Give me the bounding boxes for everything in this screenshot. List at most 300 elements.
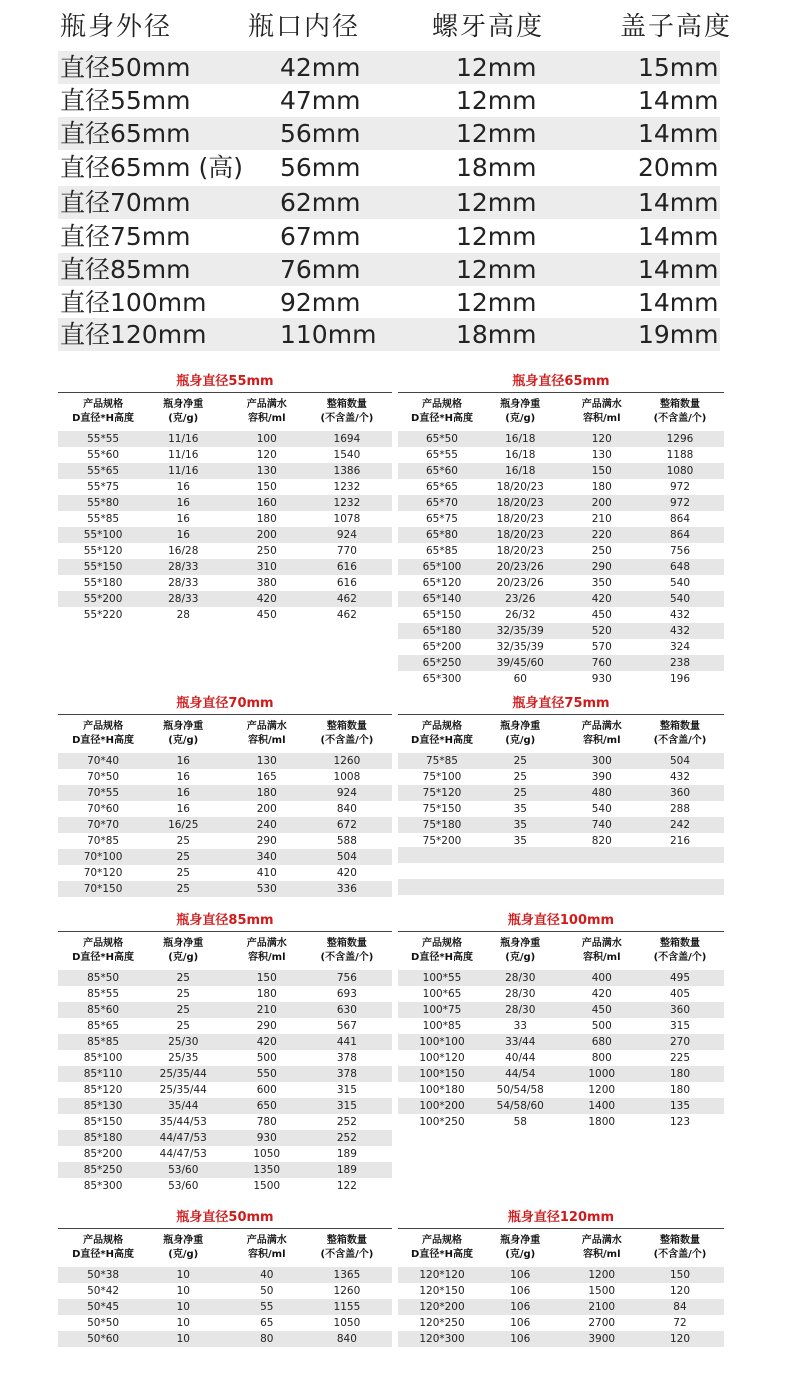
spec-cell: 28/30	[505, 972, 536, 984]
spec-cell: 75*200	[422, 835, 462, 847]
spec-row	[398, 527, 724, 543]
spec-cell: 1500	[588, 1285, 616, 1297]
spec-cell: 106	[510, 1301, 531, 1313]
spec-table-divider	[58, 1228, 392, 1229]
spec-row	[58, 817, 392, 833]
spec-cell: 648	[669, 561, 690, 573]
spec-row	[398, 1066, 724, 1082]
spec-row	[58, 1178, 392, 1194]
summary-cell: 12mm	[456, 288, 537, 317]
spec-cell: 120	[669, 1333, 690, 1345]
spec-cell: 25	[513, 787, 527, 799]
spec-cell: 11/16	[168, 433, 199, 445]
spec-row	[398, 753, 724, 769]
spec-row	[398, 639, 724, 655]
spec-cell: 1000	[588, 1068, 616, 1080]
spec-header-cell	[562, 398, 642, 426]
spec-row	[58, 1130, 392, 1146]
spec-row	[398, 1098, 724, 1114]
spec-cell: 520	[591, 625, 612, 637]
spec-table-title: 瓶身直径65mm	[512, 374, 610, 389]
spec-cell: 1232	[333, 481, 361, 493]
spec-cell: 25/35	[168, 1052, 199, 1064]
spec-cell: 123	[669, 1116, 690, 1128]
spec-header-line: (不含盖/个)	[320, 1249, 374, 1260]
spec-row	[58, 1018, 392, 1034]
spec-cell: 75*180	[422, 819, 462, 831]
spec-cell: 10	[176, 1285, 190, 1297]
spec-cell: 180	[256, 787, 277, 799]
spec-row	[398, 769, 724, 785]
spec-table-title: 瓶身直径70mm	[176, 696, 274, 711]
spec-row	[398, 671, 724, 687]
spec-row	[398, 817, 724, 833]
spec-cell: 70*100	[83, 851, 123, 863]
spec-cell: 65*100	[422, 561, 462, 573]
spec-row	[398, 511, 724, 527]
spec-header-line: 瓶身净重	[500, 399, 541, 410]
spec-row	[398, 1082, 724, 1098]
spec-cell: 864	[669, 513, 690, 525]
spec-header-cell	[562, 937, 642, 965]
spec-cell: 1386	[333, 465, 361, 477]
spec-cell: 75*85	[426, 755, 458, 767]
spec-cell: 65*180	[422, 625, 462, 637]
spec-header-line: (不含盖/个)	[653, 413, 707, 424]
spec-header-line: (克/g)	[168, 952, 199, 963]
spec-cell: 33/44	[505, 1036, 536, 1048]
summary-cell: 14mm	[638, 119, 719, 148]
spec-cell: 33	[513, 1020, 527, 1032]
spec-row	[398, 607, 724, 623]
spec-cell: 530	[256, 883, 277, 895]
spec-cell: 450	[256, 609, 277, 621]
summary-row	[58, 151, 720, 184]
spec-table-title: 瓶身直径100mm	[507, 913, 615, 928]
spec-cell: 756	[669, 545, 690, 557]
spec-cell: 1365	[333, 1269, 361, 1281]
spec-cell: 250	[591, 545, 612, 557]
spec-table-header	[58, 1234, 392, 1264]
spec-header-cell	[480, 937, 560, 965]
spec-header-line: (不含盖/个)	[653, 1249, 707, 1260]
spec-cell: 25/30	[168, 1036, 199, 1048]
summary-cell: 直径65mm	[60, 119, 191, 148]
spec-cell: 85*60	[87, 1004, 120, 1016]
spec-cell: 270	[669, 1036, 690, 1048]
spec-header-cell	[480, 720, 560, 748]
summary-cell: 67mm	[280, 222, 361, 251]
spec-cell: 16	[176, 513, 190, 525]
spec-cell: 420	[591, 593, 612, 605]
spec-row	[58, 833, 392, 849]
spec-header-line: 整箱数量	[326, 1235, 367, 1246]
spec-cell: 65*300	[422, 673, 462, 685]
spec-cell: 420	[591, 988, 612, 1000]
spec-cell: 25	[513, 755, 527, 767]
summary-cell: 12mm	[456, 53, 537, 82]
spec-table-divider	[398, 714, 724, 715]
spec-row	[398, 1034, 724, 1050]
spec-cell: 1080	[666, 465, 694, 477]
summary-cell: 42mm	[280, 53, 361, 82]
spec-cell: 600	[256, 1084, 277, 1096]
spec-header-cell	[307, 937, 387, 965]
spec-header-line: 整箱数量	[659, 938, 700, 949]
spec-cell: 1200	[588, 1269, 616, 1281]
spec-header-cell	[480, 398, 560, 426]
spec-cell: 75*150	[422, 803, 462, 815]
spec-cell: 100*150	[419, 1068, 465, 1080]
spec-cell: 588	[336, 835, 357, 847]
spec-header-cell	[307, 1234, 387, 1262]
spec-cell: 864	[669, 529, 690, 541]
spec-cell: 55*200	[83, 593, 123, 605]
spec-cell: 106	[510, 1269, 531, 1281]
summary-cell: 56mm	[280, 153, 361, 182]
summary-cell: 14mm	[638, 188, 719, 217]
spec-row	[398, 463, 724, 479]
spec-cell: 16/28	[168, 545, 199, 557]
spec-cell: 10	[176, 1333, 190, 1345]
spec-cell: 200	[256, 529, 277, 541]
spec-cell: 16	[176, 497, 190, 509]
spec-cell: 480	[591, 787, 612, 799]
spec-cell: 55*65	[87, 465, 120, 477]
spec-cell: 252	[336, 1132, 357, 1144]
spec-table-divider	[398, 1228, 724, 1229]
spec-table-title: 瓶身直径120mm	[507, 1210, 615, 1225]
spec-row	[58, 1034, 392, 1050]
spec-cell: 53/60	[168, 1180, 199, 1192]
summary-header-1: 瓶口内径	[248, 12, 361, 42]
spec-cell: 55*85	[87, 513, 120, 525]
spec-row	[58, 970, 392, 986]
summary-cell: 92mm	[280, 288, 361, 317]
spec-cell: 680	[591, 1036, 612, 1048]
spec-header-line: 产品规格	[422, 1235, 462, 1246]
spec-cell: 180	[256, 988, 277, 1000]
spec-table-header	[398, 720, 724, 750]
spec-cell: 85*200	[83, 1148, 123, 1160]
spec-row	[58, 1299, 392, 1315]
spec-row	[398, 559, 724, 575]
spec-cell: 50*42	[87, 1285, 120, 1297]
spec-row	[398, 1315, 724, 1331]
spec-cell: 770	[336, 545, 357, 557]
spec-cell: 40/44	[505, 1052, 536, 1064]
spec-cell: 150	[256, 481, 277, 493]
spec-cell: 200	[591, 497, 612, 509]
spec-cell: 1078	[333, 513, 361, 525]
spec-cell: 760	[591, 657, 612, 669]
summary-row	[58, 286, 720, 319]
spec-cell: 44/47/53	[159, 1132, 207, 1144]
spec-cell: 122	[336, 1180, 357, 1192]
spec-header-line: 产品满水	[246, 938, 287, 949]
spec-cell: 85*180	[83, 1132, 123, 1144]
spec-cell: 288	[669, 803, 690, 815]
spec-header-cell	[63, 398, 143, 426]
spec-cell: 70*60	[87, 803, 120, 815]
spec-row	[58, 801, 392, 817]
spec-cell: 1800	[588, 1116, 616, 1128]
spec-cell: 25/35/44	[159, 1084, 207, 1096]
spec-cell: 16/25	[168, 819, 199, 831]
spec-cell: 35	[513, 819, 527, 831]
spec-header-line: 产品满水	[581, 1235, 622, 1246]
spec-cell: 25	[176, 835, 190, 847]
spec-cell: 135	[669, 1100, 690, 1112]
summary-cell: 直径100mm	[60, 288, 207, 317]
spec-cell: 20/23/26	[496, 561, 544, 573]
spec-row	[398, 1002, 724, 1018]
spec-header-line: 容积/ml	[583, 413, 621, 424]
spec-cell: 432	[669, 609, 690, 621]
summary-cell: 直径120mm	[60, 320, 207, 349]
spec-cell: 65*150	[422, 609, 462, 621]
spec-cell: 780	[256, 1116, 277, 1128]
spec-cell: 25	[176, 851, 190, 863]
spec-cell: 504	[336, 851, 357, 863]
spec-cell: 1350	[253, 1164, 281, 1176]
spec-row	[58, 543, 392, 559]
spec-header-cell	[562, 720, 642, 748]
spec-cell: 65*50	[426, 433, 458, 445]
spec-cell: 16	[176, 529, 190, 541]
spec-cell: 225	[669, 1052, 690, 1064]
spec-cell: 75*100	[422, 771, 462, 783]
spec-row	[58, 1050, 392, 1066]
spec-cell: 10	[176, 1269, 190, 1281]
spec-cell: 290	[256, 1020, 277, 1032]
table-filler-stripe	[398, 879, 724, 895]
spec-cell: 160	[256, 497, 277, 509]
spec-cell: 28/30	[505, 988, 536, 1000]
spec-header-cell	[640, 398, 720, 426]
spec-row	[58, 785, 392, 801]
spec-table-title: 瓶身直径55mm	[176, 374, 274, 389]
spec-header-cell	[402, 398, 482, 426]
spec-row	[398, 986, 724, 1002]
spec-row	[398, 1299, 724, 1315]
spec-cell: 820	[591, 835, 612, 847]
spec-cell: 75*120	[422, 787, 462, 799]
spec-cell: 44/47/53	[159, 1148, 207, 1160]
spec-cell: 150	[591, 465, 612, 477]
spec-header-line: 产品规格	[83, 721, 124, 732]
spec-header-cell	[402, 1234, 482, 1262]
spec-header-cell	[63, 937, 143, 965]
spec-row	[398, 1283, 724, 1299]
spec-cell: 1540	[333, 449, 361, 461]
spec-header-cell	[307, 398, 387, 426]
spec-cell: 44/54	[505, 1068, 536, 1080]
spec-row	[398, 479, 724, 495]
spec-header-line: (不含盖/个)	[653, 952, 707, 963]
spec-cell: 740	[591, 819, 612, 831]
summary-cell: 18mm	[456, 153, 537, 182]
spec-row	[398, 1050, 724, 1066]
spec-row	[398, 970, 724, 986]
spec-header-cell	[63, 1234, 143, 1262]
spec-header-line: D直径*H高度	[72, 1249, 135, 1260]
spec-table-header	[58, 398, 392, 428]
summary-cell: 直径70mm	[60, 188, 191, 217]
spec-row	[398, 1114, 724, 1130]
spec-cell: 390	[591, 771, 612, 783]
spec-row	[58, 527, 392, 543]
spec-cell: 25	[176, 988, 190, 1000]
spec-cell: 55*60	[87, 449, 120, 461]
spec-cell: 28/33	[168, 593, 199, 605]
spec-header-line: 瓶身净重	[500, 1235, 541, 1246]
spec-header-line: (不含盖/个)	[653, 735, 707, 746]
summary-cell: 47mm	[280, 86, 361, 115]
spec-cell: 165	[256, 771, 277, 783]
spec-row	[58, 431, 392, 447]
summary-cell: 14mm	[638, 288, 719, 317]
spec-cell: 300	[591, 755, 612, 767]
spec-cell: 3900	[588, 1333, 616, 1345]
spec-cell: 11/16	[168, 449, 199, 461]
spec-table-divider	[58, 931, 392, 932]
spec-cell: 840	[336, 803, 357, 815]
spec-cell: 378	[336, 1068, 357, 1080]
spec-cell: 18/20/23	[496, 481, 544, 493]
spec-table-divider	[58, 714, 392, 715]
spec-cell: 16	[176, 771, 190, 783]
spec-cell: 55*220	[83, 609, 123, 621]
spec-cell: 405	[669, 988, 690, 1000]
spec-row	[58, 607, 392, 623]
spec-table-title: 瓶身直径75mm	[512, 696, 610, 711]
spec-cell: 55*120	[83, 545, 123, 557]
spec-header-line: D直径*H高度	[411, 413, 473, 424]
spec-header-line: 瓶身净重	[500, 721, 541, 732]
spec-cell: 924	[336, 787, 357, 799]
spec-cell: 189	[336, 1148, 357, 1160]
spec-cell: 50*45	[87, 1301, 120, 1313]
spec-header-line: 容积/ml	[248, 735, 286, 746]
spec-header-cell	[143, 398, 223, 426]
spec-cell: 80	[260, 1333, 274, 1345]
spec-header-line: 容积/ml	[248, 1249, 286, 1260]
spec-cell: 35	[513, 835, 527, 847]
spec-cell: 65*120	[422, 577, 462, 589]
spec-cell: 85*250	[83, 1164, 123, 1176]
spec-cell: 350	[591, 577, 612, 589]
spec-header-cell	[227, 398, 307, 426]
spec-header-line: 整箱数量	[659, 399, 700, 410]
spec-cell: 567	[336, 1020, 357, 1032]
spec-cell: 120*120	[419, 1269, 465, 1281]
spec-cell: 65*60	[426, 465, 458, 477]
spec-header-line: 瓶身净重	[163, 1235, 204, 1246]
spec-cell: 25	[513, 771, 527, 783]
spec-cell: 310	[256, 561, 277, 573]
spec-cell: 70*85	[87, 835, 120, 847]
spec-cell: 100*75	[422, 1004, 462, 1016]
spec-cell: 35	[513, 803, 527, 815]
spec-cell: 290	[591, 561, 612, 573]
spec-cell: 1500	[253, 1180, 281, 1192]
spec-row	[398, 591, 724, 607]
spec-cell: 54/58/60	[496, 1100, 544, 1112]
spec-row	[398, 495, 724, 511]
spec-header-line: 产品满水	[581, 399, 622, 410]
spec-cell: 756	[336, 972, 357, 984]
spec-cell: 216	[669, 835, 690, 847]
spec-cell: 50*50	[87, 1317, 120, 1329]
spec-cell: 10	[176, 1301, 190, 1313]
spec-header-cell	[143, 937, 223, 965]
spec-cell: 65*250	[422, 657, 462, 669]
spec-cell: 150	[256, 972, 277, 984]
spec-cell: 120	[256, 449, 277, 461]
spec-cell: 85*65	[87, 1020, 120, 1032]
spec-cell: 400	[591, 972, 612, 984]
spec-cell: 25	[176, 1020, 190, 1032]
spec-row	[58, 1146, 392, 1162]
spec-cell: 495	[669, 972, 690, 984]
spec-cell: 50/54/58	[496, 1084, 544, 1096]
spec-cell: 65*140	[422, 593, 462, 605]
spec-cell: 120	[669, 1285, 690, 1297]
spec-cell: 28	[176, 609, 190, 621]
spec-header-line: 产品满水	[581, 938, 622, 949]
spec-table-header	[58, 937, 392, 967]
summary-cell: 56mm	[280, 119, 361, 148]
summary-header-0: 瓶身外径	[60, 12, 173, 42]
spec-cell: 100*100	[419, 1036, 465, 1048]
spec-cell: 16/18	[505, 449, 536, 461]
spec-header-line: 整箱数量	[326, 938, 367, 949]
spec-cell: 500	[256, 1052, 277, 1064]
spec-cell: 55*75	[87, 481, 120, 493]
spec-cell: 130	[591, 449, 612, 461]
spec-row	[58, 495, 392, 511]
spec-cell: 20/23/26	[496, 577, 544, 589]
spec-cell: 315	[669, 1020, 690, 1032]
spec-cell: 340	[256, 851, 277, 863]
spec-cell: 242	[669, 819, 690, 831]
spec-row	[58, 849, 392, 865]
spec-cell: 500	[591, 1020, 612, 1032]
spec-cell: 1155	[333, 1301, 361, 1313]
spec-cell: 39/45/60	[496, 657, 544, 669]
spec-row	[58, 1082, 392, 1098]
spec-header-cell	[640, 937, 720, 965]
spec-cell: 85*120	[83, 1084, 123, 1096]
spec-header-line: (克/g)	[168, 413, 199, 424]
spec-cell: 290	[256, 835, 277, 847]
spec-cell: 380	[256, 577, 277, 589]
spec-cell: 450	[591, 609, 612, 621]
spec-row	[398, 623, 724, 639]
spec-row	[58, 865, 392, 881]
spec-cell: 85*130	[83, 1100, 123, 1112]
spec-header-line: 产品规格	[83, 938, 124, 949]
spec-row	[398, 785, 724, 801]
spec-cell: 18/20/23	[496, 529, 544, 541]
spec-row	[58, 463, 392, 479]
spec-cell: 85*55	[87, 988, 120, 1000]
spec-cell: 85*85	[87, 1036, 120, 1048]
spec-cell: 1008	[333, 771, 361, 783]
spec-cell: 65*65	[426, 481, 458, 493]
spec-cell: 180	[256, 513, 277, 525]
